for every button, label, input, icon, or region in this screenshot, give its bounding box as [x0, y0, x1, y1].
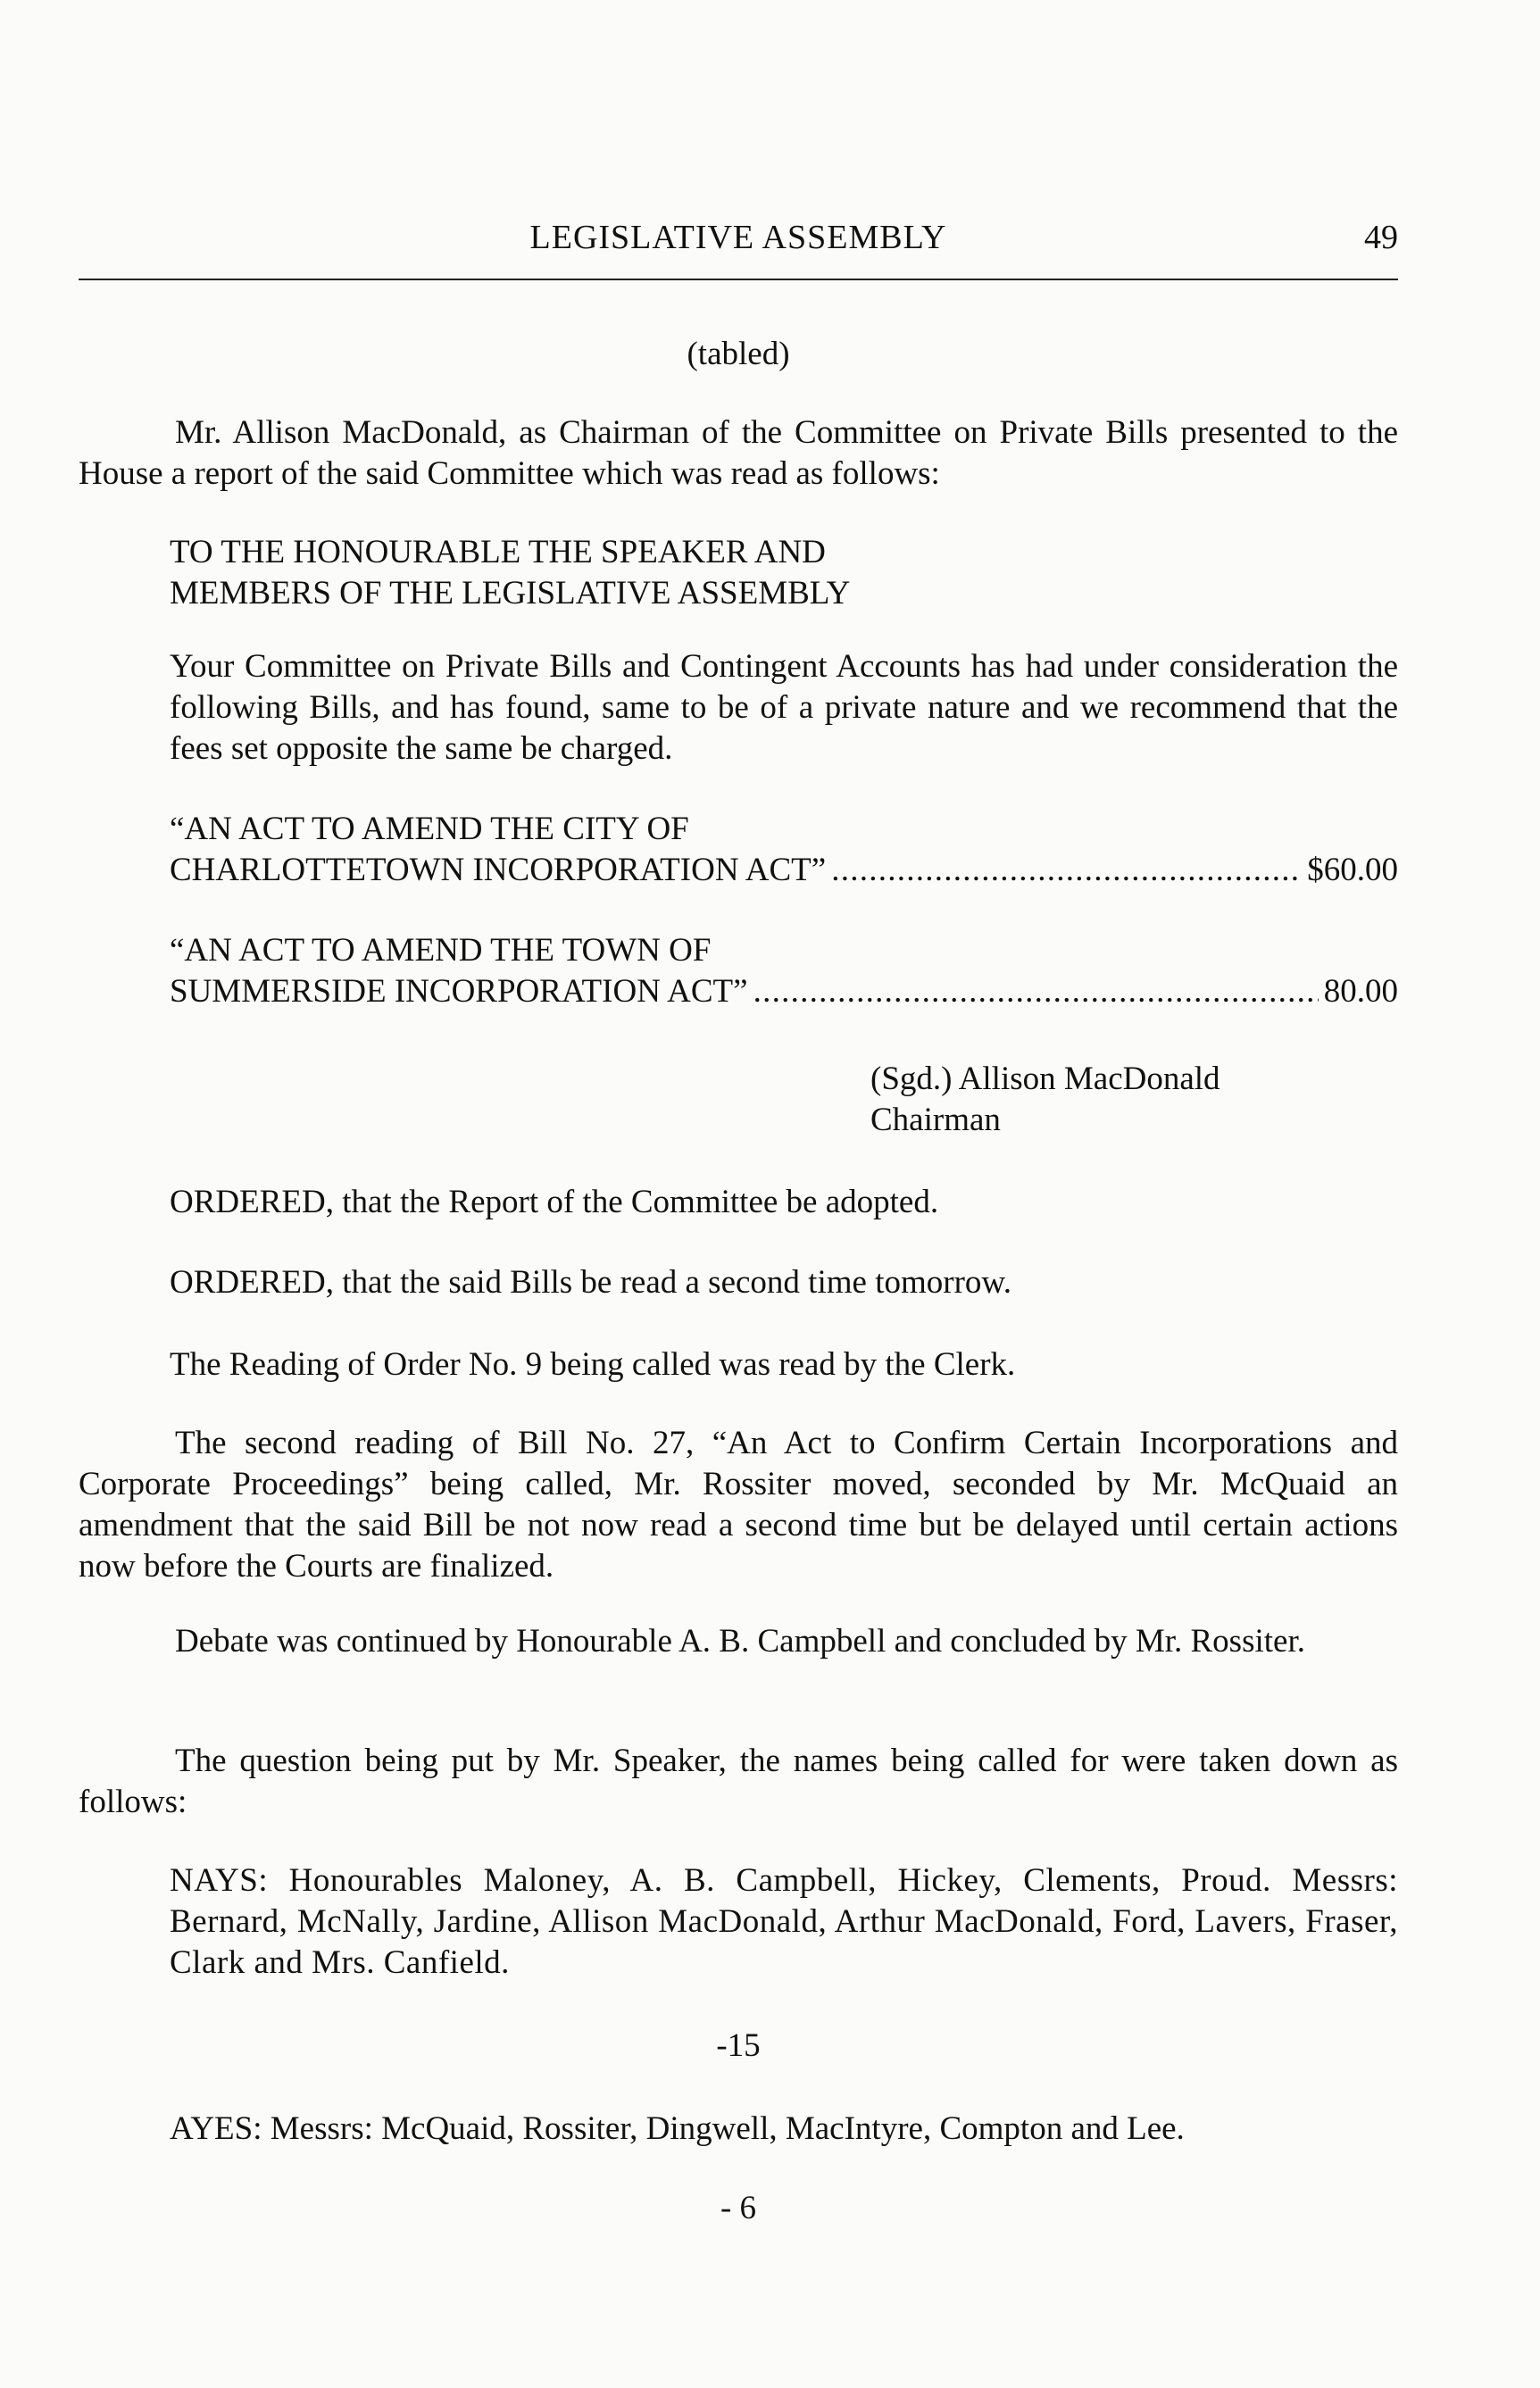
ayes-list: AYES: Messrs: McQuaid, Rossiter, Dingwell, MacIntyre, Compton and Lee. [170, 2110, 1185, 2147]
header-rule [79, 279, 1398, 280]
dot-leader [831, 850, 1302, 891]
signature-block [870, 1059, 1220, 1141]
ordered-second-reading: ORDERED, that the said Bills be read a second time tomorrow. [170, 1264, 1011, 1301]
act-entry [170, 809, 1398, 891]
intro-paragraph: Mr. Allison MacDonald, as Chairman of the Committee on Private Bills presented to the House a report of the said Committee which was read as follows: [79, 414, 1398, 492]
ordered-adopted: ORDERED, that the Report of the Committee be adopted. [170, 1184, 939, 1220]
second-reading-paragraph: The second reading of Bill No. 27, “An Act to Confirm Certain Incorporations and Corporate Proceedings” being called, Mr. Rossiter moved, seconded by Mr. McQuaid an amendment that the said Bill be not now read a second time but be delayed until certain actions now before the Courts are finalized. [79, 1425, 1398, 1585]
address-line-2: MEMBERS OF THE LEGISLATIVE ASSEMBLY [170, 575, 851, 612]
ayes-count: - 6 [720, 2190, 757, 2226]
reading-order: The Reading of Order No. 9 being called was read by the Clerk. [170, 1346, 1016, 1383]
running-title: LEGISLATIVE ASSEMBLY [529, 219, 947, 256]
act-entry [170, 930, 1398, 1012]
act-title-line-2: SUMMERSIDE INCORPORATION ACT” [170, 973, 748, 1010]
address-line-1: TO THE HONOURABLE THE SPEAKER AND [170, 534, 826, 570]
page-header [79, 214, 1398, 271]
nays-list: NAYS: Honourables Maloney, A. B. Campbell, Hickey, Clements, Proud. Messrs: Bernard, McNally, Jardine, Allison MacDonald, Arthur MacDonald, Ford, Lavers, Fraser, Clark and Mrs. Canfield. [170, 1862, 1398, 1981]
debate-paragraph: Debate was continued by Honourable A. B. Campbell and concluded by Mr. Rossiter. [175, 1623, 1305, 1660]
nays-count: -15 [716, 2027, 761, 2064]
committee-report-text: Your Committee on Private Bills and Contingent Accounts has had under consideration the following Bills, and has found, same to be of a private nature and we recommend that the fees set opposite the same be charged. [170, 648, 1398, 767]
tabled-note: (tabled) [687, 336, 790, 372]
page-number: 49 [1364, 219, 1398, 256]
act-title-line-2: CHARLOTTETOWN INCORPORATION ACT” [170, 852, 827, 888]
question-paragraph: The question being put by Mr. Speaker, the names being called for were taken down as follows: [79, 1743, 1398, 1820]
address-block [170, 532, 1398, 614]
act-title-line-1: “AN ACT TO AMEND THE CITY OF [170, 811, 689, 847]
act-fee: 80.00 [1323, 973, 1398, 1010]
act-fee: $60.00 [1307, 852, 1398, 888]
signature-name: (Sgd.) Allison MacDonald [870, 1061, 1220, 1097]
signature-title: Chairman [870, 1102, 1001, 1138]
act-title-line-1: “AN ACT TO AMEND THE TOWN OF [170, 932, 712, 969]
dot-leader [753, 971, 1319, 1012]
